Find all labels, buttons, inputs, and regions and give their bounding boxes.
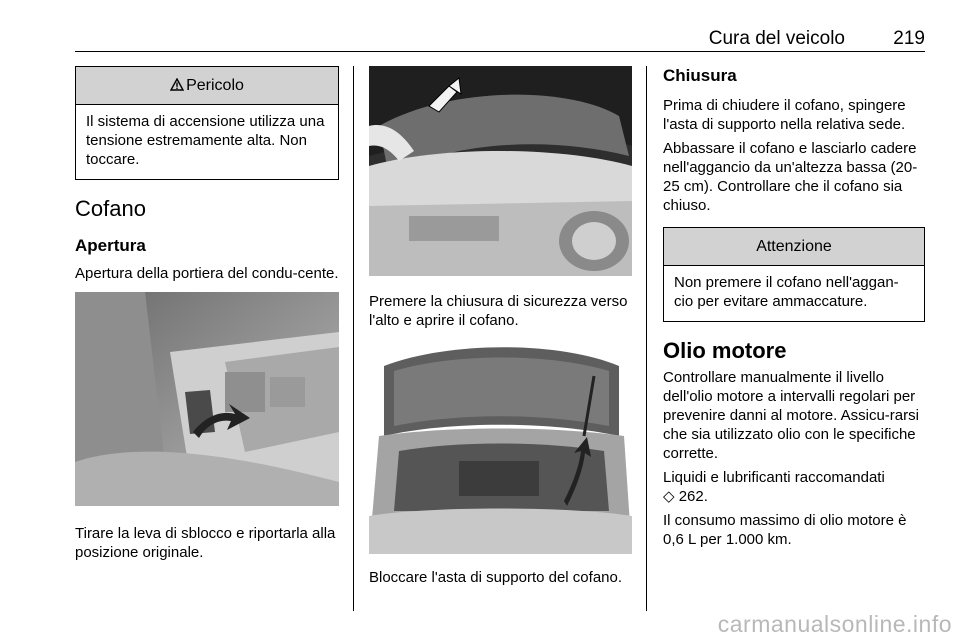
paragraph: Prima di chiudere il cofano, spingere l'asta di supporto nella relativa sede. bbox=[663, 97, 906, 133]
page-header bbox=[75, 26, 925, 52]
caution-box-header: Attenzione bbox=[664, 228, 924, 266]
danger-box bbox=[75, 66, 339, 180]
caution-box bbox=[663, 227, 925, 322]
page-reference-link[interactable]: ◇ 262. bbox=[663, 488, 708, 505]
paragraph: Abbassare il cofano e lasciarlo cadere nell'aggancio da un'altezza bassa (20-25 cm). Controllare che il cofano sia chiuso. bbox=[663, 140, 918, 214]
caution-box-text: Non premere il cofano nell'aggan-cio per evitare ammaccature. bbox=[674, 274, 899, 310]
step-text: Apertura della portiera del condu-cente. bbox=[75, 265, 339, 282]
header-title: Cura del veicolo bbox=[708, 28, 845, 49]
step-text: Premere la chiusura di sicurezza verso l'alto e aprire il cofano. bbox=[369, 293, 628, 329]
page-number: 219 bbox=[893, 28, 925, 49]
warning-triangle-icon bbox=[170, 78, 184, 91]
danger-box-header bbox=[76, 67, 338, 105]
hood-safety-latch-illustration bbox=[369, 66, 632, 276]
paragraph-with-reference bbox=[663, 468, 925, 506]
subsection-title-apertura: Apertura bbox=[75, 236, 146, 255]
danger-box-title: Pericolo bbox=[186, 77, 244, 94]
danger-box-text: Il sistema di accensione utilizza una tensione estremamente alta. Non toccare. bbox=[86, 113, 325, 168]
subsection-title-chiusura: Chiusura bbox=[663, 66, 737, 85]
hood-support-rod-illustration bbox=[369, 341, 632, 554]
watermark: carmanualsonline.info bbox=[717, 611, 952, 637]
column-left bbox=[75, 66, 339, 562]
step-text: Tirare la leva di sblocco e riportarla alla posizione originale. bbox=[75, 525, 336, 561]
section-title-olio-motore: Olio motore bbox=[663, 338, 787, 363]
column-middle bbox=[369, 66, 632, 587]
paragraph: Controllare manualmente il livello dell'olio motore a intervalli regolari per prevenire danni al motore. Assicu-rarsi che sia utilizzato olio con le specifiche corrette. bbox=[663, 369, 919, 462]
column-right bbox=[663, 66, 925, 549]
hood-release-lever-illustration bbox=[75, 292, 339, 506]
paragraph: Il consumo massimo di olio motore è 0,6 L per 1.000 km. bbox=[663, 512, 907, 548]
column-divider bbox=[353, 66, 354, 611]
step-text: Bloccare l'asta di supporto del cofano. bbox=[369, 569, 623, 586]
column-divider bbox=[646, 66, 647, 611]
section-title-cofano: Cofano bbox=[75, 196, 146, 221]
reference-text: Liquidi e lubrificanti raccomandati bbox=[663, 469, 885, 486]
